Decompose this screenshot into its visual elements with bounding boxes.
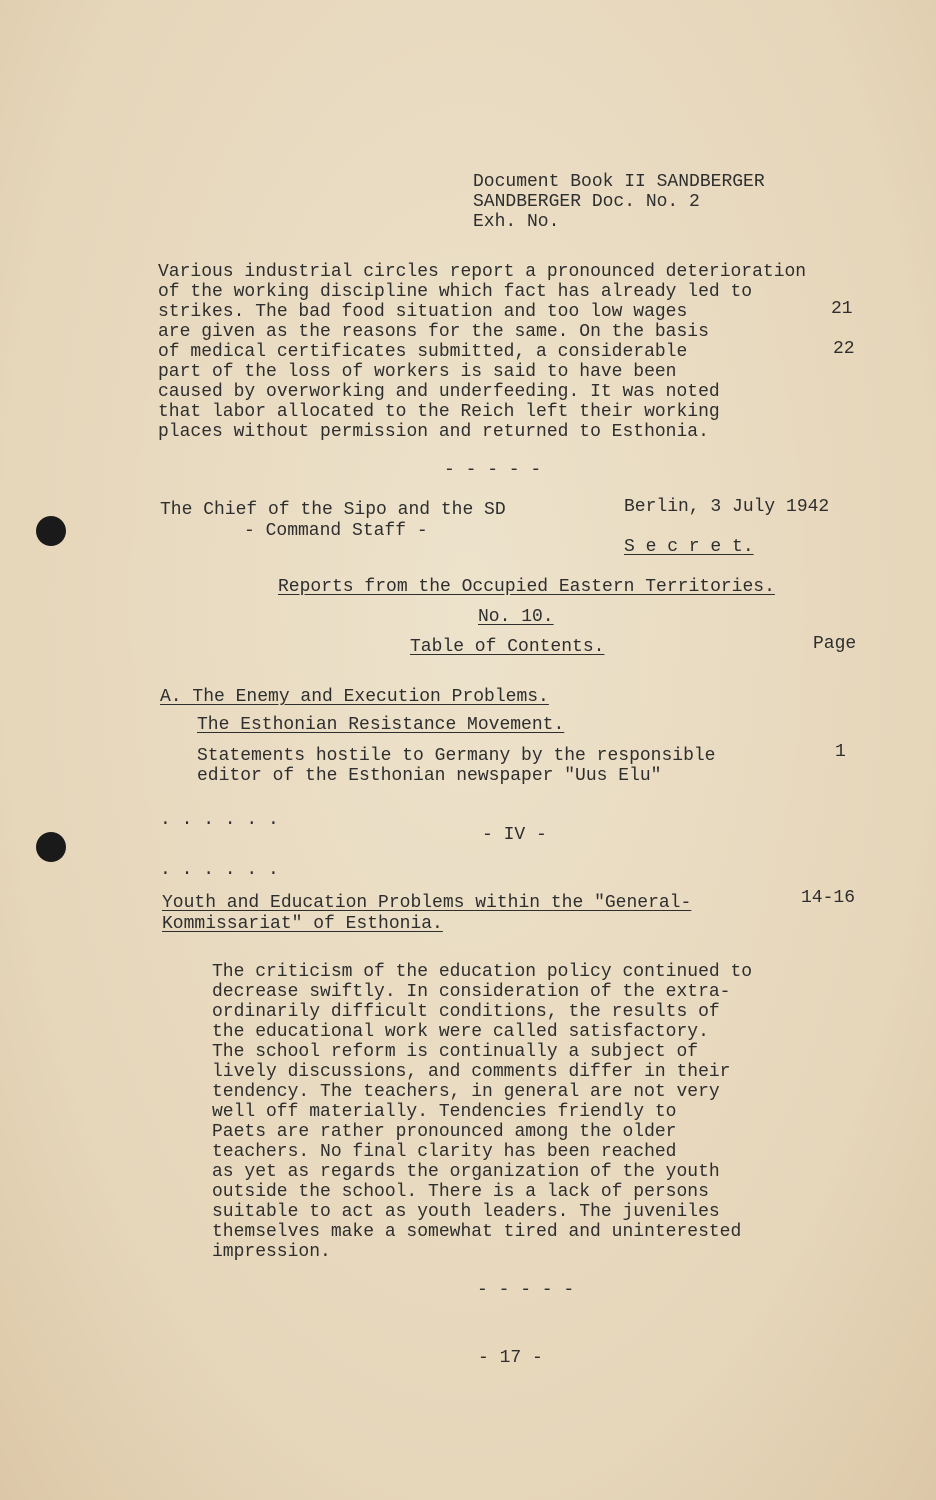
paragraph-2-line: suitable to act as youth leaders. The juveniles [212,1202,720,1222]
paragraph-2-line: themselves make a somewhat tired and uninterested [212,1222,742,1242]
classification-secret: S e c r e t. [624,537,754,557]
punch-hole-top [36,516,66,546]
paragraph-2-line: teachers. No final clarity has been reached [212,1142,677,1162]
section-number: - IV - [482,825,547,845]
paragraph-2-line: The criticism of the education policy continued to [212,962,753,982]
paragraph-2-line: lively discussions, and comments differ in their [212,1062,731,1082]
paragraph-2-line: tendency. The teachers, in general are not very [212,1082,720,1102]
paragraph-1-line: part of the loss of workers is said to have been [158,362,677,382]
toc-item-a-page: 1 [835,742,846,762]
paragraph-1-line: are given as the reasons for the same. On the basis [158,322,709,342]
paragraph-2-line: decrease swiftly. In consideration of the extra- [212,982,731,1002]
toc-title: Table of Contents. [410,637,605,657]
toc-item-a-sub: The Esthonian Resistance Movement. [197,715,565,735]
report-number: No. 10. [478,607,554,627]
ellipsis-dots: . . . . . . [160,860,279,880]
paragraph-2-line: Paets are rather pronounced among the older [212,1122,677,1142]
punch-hole-bottom [36,832,66,862]
separator-dashes: - - - - - [444,460,542,480]
separator-dashes: - - - - - [477,1280,575,1300]
place-date: Berlin, 3 July 1942 [624,497,830,517]
paragraph-2-line: as yet as regards the organization of the youth [212,1162,720,1182]
toc-youth-line-2: Kommissariat" of Esthonia. [162,914,443,934]
sender-line-2: - Command Staff - [244,521,428,541]
paragraph-2-line: ordinarily difficult conditions, the results of [212,1002,720,1022]
margin-number-22: 22 [833,339,855,359]
paragraph-2-line: impression. [212,1242,331,1262]
toc-item-a-desc-1: Statements hostile to Germany by the responsible [197,746,716,766]
paragraph-2-line: outside the school. There is a lack of persons [212,1182,709,1202]
paragraph-1-line: Various industrial circles report a pronounced deterioration [158,262,807,282]
page-column-label: Page [813,634,857,654]
toc-item-a: A. The Enemy and Execution Problems. [160,687,549,707]
paragraph-2-line: the educational work were called satisfactory. [212,1022,709,1042]
paragraph-1-line: of medical certificates submitted, a considerable [158,342,688,362]
paragraph-1-line: places without permission and returned to Esthonia. [158,422,709,442]
header-line-2: SANDBERGER Doc. No. 2 [473,192,700,212]
paragraph-1-line: caused by overworking and underfeeding. It was noted [158,382,720,402]
margin-number-21: 21 [831,299,853,319]
sender-line-1: The Chief of the Sipo and the SD [160,500,506,520]
paragraph-1-line: strikes. The bad food situation and too low wages [158,302,688,322]
paragraph-2-line: The school reform is continually a subject of [212,1042,699,1062]
toc-youth-page: 14-16 [801,888,856,908]
paragraph-1-line: that labor allocated to the Reich left their working [158,402,720,422]
toc-item-a-desc-2: editor of the Esthonian newspaper "Uus Elu" [197,766,662,786]
toc-youth-line-1: Youth and Education Problems within the "General- [162,893,692,913]
report-title: Reports from the Occupied Eastern Territories. [278,577,775,597]
header-line-3: Exh. No. [473,212,560,232]
page-number: - 17 - [478,1348,543,1368]
header-line-1: Document Book II SANDBERGER [473,172,765,192]
ellipsis-dots: . . . . . . [160,810,279,830]
paragraph-2-line: well off materially. Tendencies friendly to [212,1102,677,1122]
paragraph-1-line: of the working discipline which fact has already led to [158,282,753,302]
